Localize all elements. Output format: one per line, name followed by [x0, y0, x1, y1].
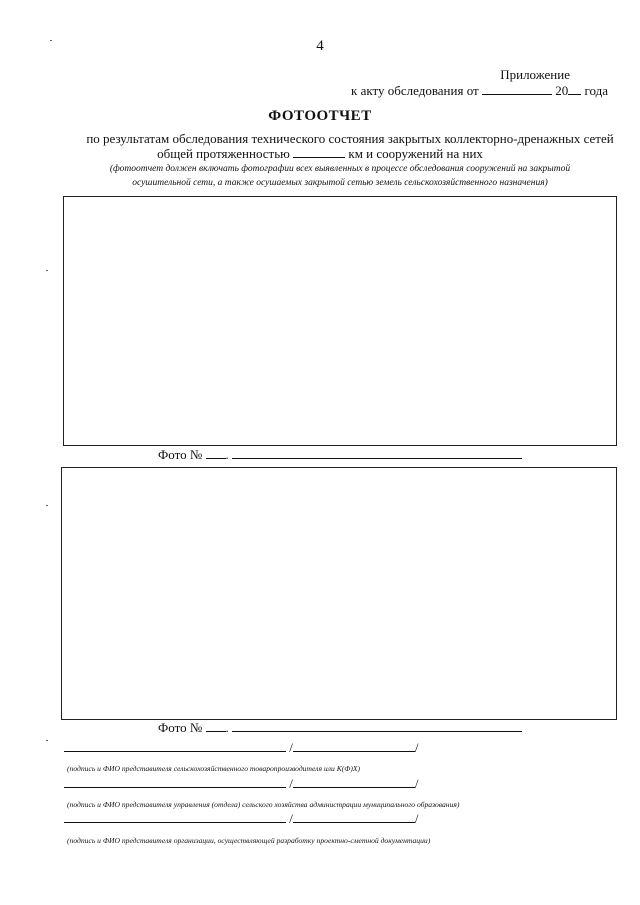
photo-description-blank	[232, 447, 522, 459]
signature-line-2	[64, 776, 419, 792]
note-line-1: (фотоотчет должен включать фотографии всех выявленных в процессе обследования сооружений на закрытой	[109, 164, 571, 174]
name-blank	[293, 740, 415, 752]
photo-number-label: Фото №	[158, 447, 203, 462]
name-blank	[293, 776, 415, 788]
length-prefix: общей протяженностью	[157, 146, 290, 161]
signature-separator: /	[414, 811, 419, 826]
subtitle-line-2	[0, 146, 640, 162]
signature-blank	[64, 776, 286, 788]
length-suffix: км и сооружений на них	[348, 146, 483, 161]
act-reference	[351, 83, 608, 99]
length-blank	[293, 146, 345, 158]
year-prefix: 20	[555, 83, 569, 98]
photo-number-blank	[206, 447, 226, 459]
photo-number-blank	[206, 720, 226, 732]
signature-note-3: (подпись и ФИО представителя организации, осуществляющей разработку проектно-сметной документации)	[67, 836, 431, 845]
note-line-2: осушительной сети, а также осушаемых закрытой сетью земель сельскохозяйственного назначения)	[132, 178, 548, 188]
margin-mark	[46, 740, 48, 741]
document-title: ФОТООТЧЕТ	[268, 108, 372, 124]
signature-separator: /	[289, 776, 293, 791]
photo-report-note	[50, 162, 630, 190]
caption-separator: .	[225, 720, 229, 735]
signature-separator: /	[289, 811, 293, 826]
signature-note-2: (подпись и ФИО представителя управления (отдела) сельского хозяйства администрации муниципального образования)	[67, 800, 460, 809]
signature-note-1: (подпись и ФИО представителя сельскохозяйственного товаропроизводителя или К(Ф)Х)	[67, 764, 361, 773]
appendix-label: Приложение	[500, 67, 570, 82]
signature-separator: /	[414, 776, 419, 791]
signature-blank	[64, 740, 286, 752]
year-blank	[568, 83, 581, 95]
photo-caption-1	[158, 447, 522, 463]
subtitle-line-1: по результатам обследования технического состояния закрытых коллекторно-дренажных сетей	[86, 131, 614, 146]
signature-line-1	[64, 740, 419, 756]
signature-blank	[64, 811, 286, 823]
photo-number-label: Фото №	[158, 720, 203, 735]
page-number: 4	[316, 38, 324, 54]
margin-mark	[46, 270, 48, 271]
name-blank	[293, 811, 415, 823]
margin-mark	[46, 505, 48, 506]
photo-caption-2	[158, 720, 522, 736]
act-reference-prefix: к акту обследования от	[351, 83, 479, 98]
signature-separator: /	[289, 740, 293, 755]
photo-frame-2	[61, 467, 617, 720]
photo-description-blank	[232, 720, 522, 732]
signature-separator: /	[414, 740, 419, 755]
caption-separator: .	[225, 447, 229, 462]
signature-line-3	[64, 811, 419, 827]
date-blank	[482, 83, 552, 95]
photo-frame-1	[63, 196, 617, 446]
year-suffix: года	[584, 83, 608, 98]
